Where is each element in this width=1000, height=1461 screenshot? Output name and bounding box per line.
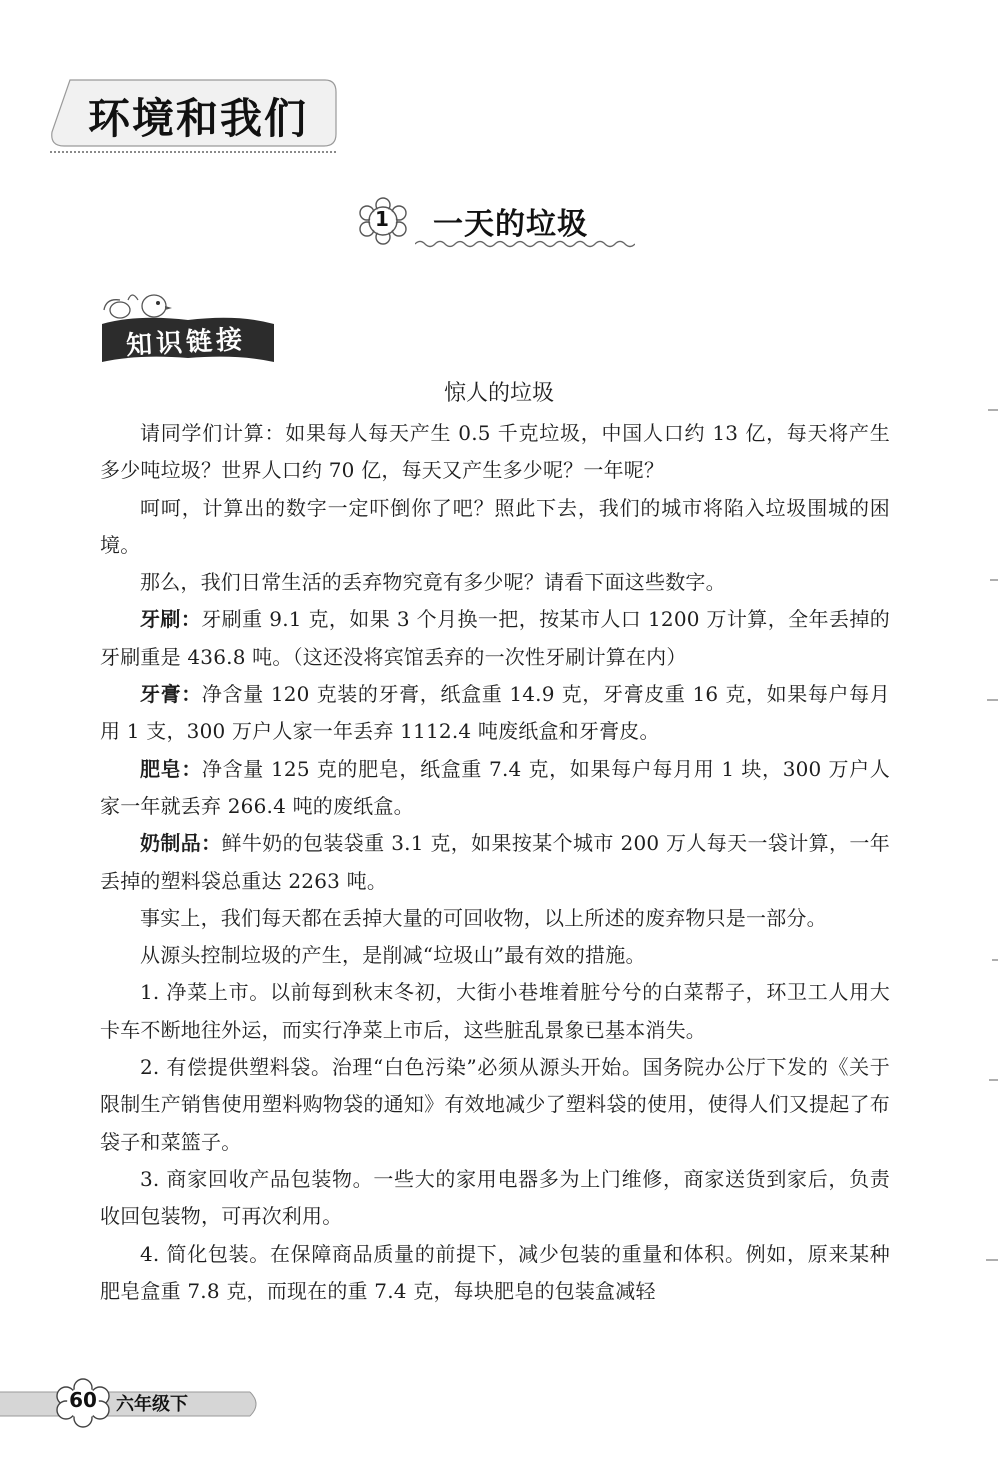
item-lead: 牙刷： xyxy=(140,607,202,632)
paragraph: 3. 商家回收产品包装物。一些大的家用电器多为上门维修，商家送货到家后，负责收回包装物，可再次利用。 xyxy=(100,1166,890,1229)
paragraph: 1. 净菜上市。以前每到秋末冬初，大街小巷堆着脏兮兮的白菜帮子，环卫工人用大卡车不断地往外运，而实行净菜上市后，这些脏乱景象已基本消失。 xyxy=(100,980,890,1042)
paragraph: 肥皂：净含量 125 克的肥皂，纸盒重 7.4 克，如果每户每月用 1 块，300 万户人家一年就丢弃 266.4 吨的废纸盒。 xyxy=(100,756,890,818)
lesson-title: 一天的垃圾 xyxy=(433,207,588,242)
paragraph: 牙膏：净含量 120 克装的牙膏，纸盒重 14.9 克，牙膏皮重 16 克，如果每户每月用 1 支，300 万户人家一年丢弃 1112.4 吨废纸盒和牙膏皮。 xyxy=(100,682,890,744)
paragraph: 呵呵，计算出的数字一定吓倒你了吧？照此下去，我们的城市将陷入垃圾围城的困境。 xyxy=(100,495,890,557)
lesson-heading xyxy=(355,195,635,255)
page-footer xyxy=(0,1376,260,1430)
article-title: 惊人的垃圾 xyxy=(443,381,554,406)
page-number: 60 xyxy=(69,1388,97,1412)
scan-edge-marks-icon xyxy=(984,380,1000,1380)
article xyxy=(100,376,890,1310)
item-lead: 奶制品： xyxy=(140,831,222,856)
lesson-number: 1 xyxy=(375,207,389,231)
paragraph: 从源头控制垃圾的产生，是削减“垃圾山”最有效的措施。 xyxy=(140,943,646,968)
section-label: 知识链接 xyxy=(125,324,247,362)
paragraph: 牙刷：牙刷重 9.1 克，如果 3 个月换一把，按某市人口 1200 万计算，全年丢掉的牙刷重是 436.8 吨。（这还没将宾馆丢弃的一次性牙刷计算在内） xyxy=(100,607,890,669)
grade-label: 六年级下 xyxy=(116,1394,188,1415)
paragraph: 那么，我们日常生活的丢弃物究竟有多少呢？请看下面这些数字。 xyxy=(140,570,726,595)
paragraph: 4. 简化包装。在保障商品质量的前提下，减少包装的重量和体积。例如，原来某种肥皂盒重 7.8 克，而现在的重 7.4 克，每块肥皂的包装盒减轻 xyxy=(100,1241,890,1303)
item-lead: 肥皂： xyxy=(140,756,202,781)
paragraph: 2. 有偿提供塑料袋。治理“白色污染”必须从源头开始。国务院办公厅下发的《关于限制生产销售使用塑料购物袋的通知》有效地减少了塑料袋的使用，使得人们又提起了布袋子和菜篮子。 xyxy=(100,1055,890,1154)
paragraph: 请同学们计算：如果每人每天产生 0.5 千克垃圾，中国人口约 13 亿，每天将产生多少吨垃圾？世界人口约 70 亿，每天又产生多少呢？一年呢？ xyxy=(100,421,890,483)
item-lead: 牙膏： xyxy=(140,682,202,707)
wavy-underline-icon xyxy=(415,239,635,249)
paragraph: 奶制品：鲜牛奶的包装袋重 3.1 克，如果按某个城市 200 万人每天一袋计算，一年丢掉的塑料袋总重达 2263 吨。 xyxy=(100,831,890,893)
paragraph: 事实上，我们每天都在丢掉大量的可回收物，以上所述的废弃物只是一部分。 xyxy=(140,905,827,930)
unit-title: 环境和我们 xyxy=(88,94,309,143)
